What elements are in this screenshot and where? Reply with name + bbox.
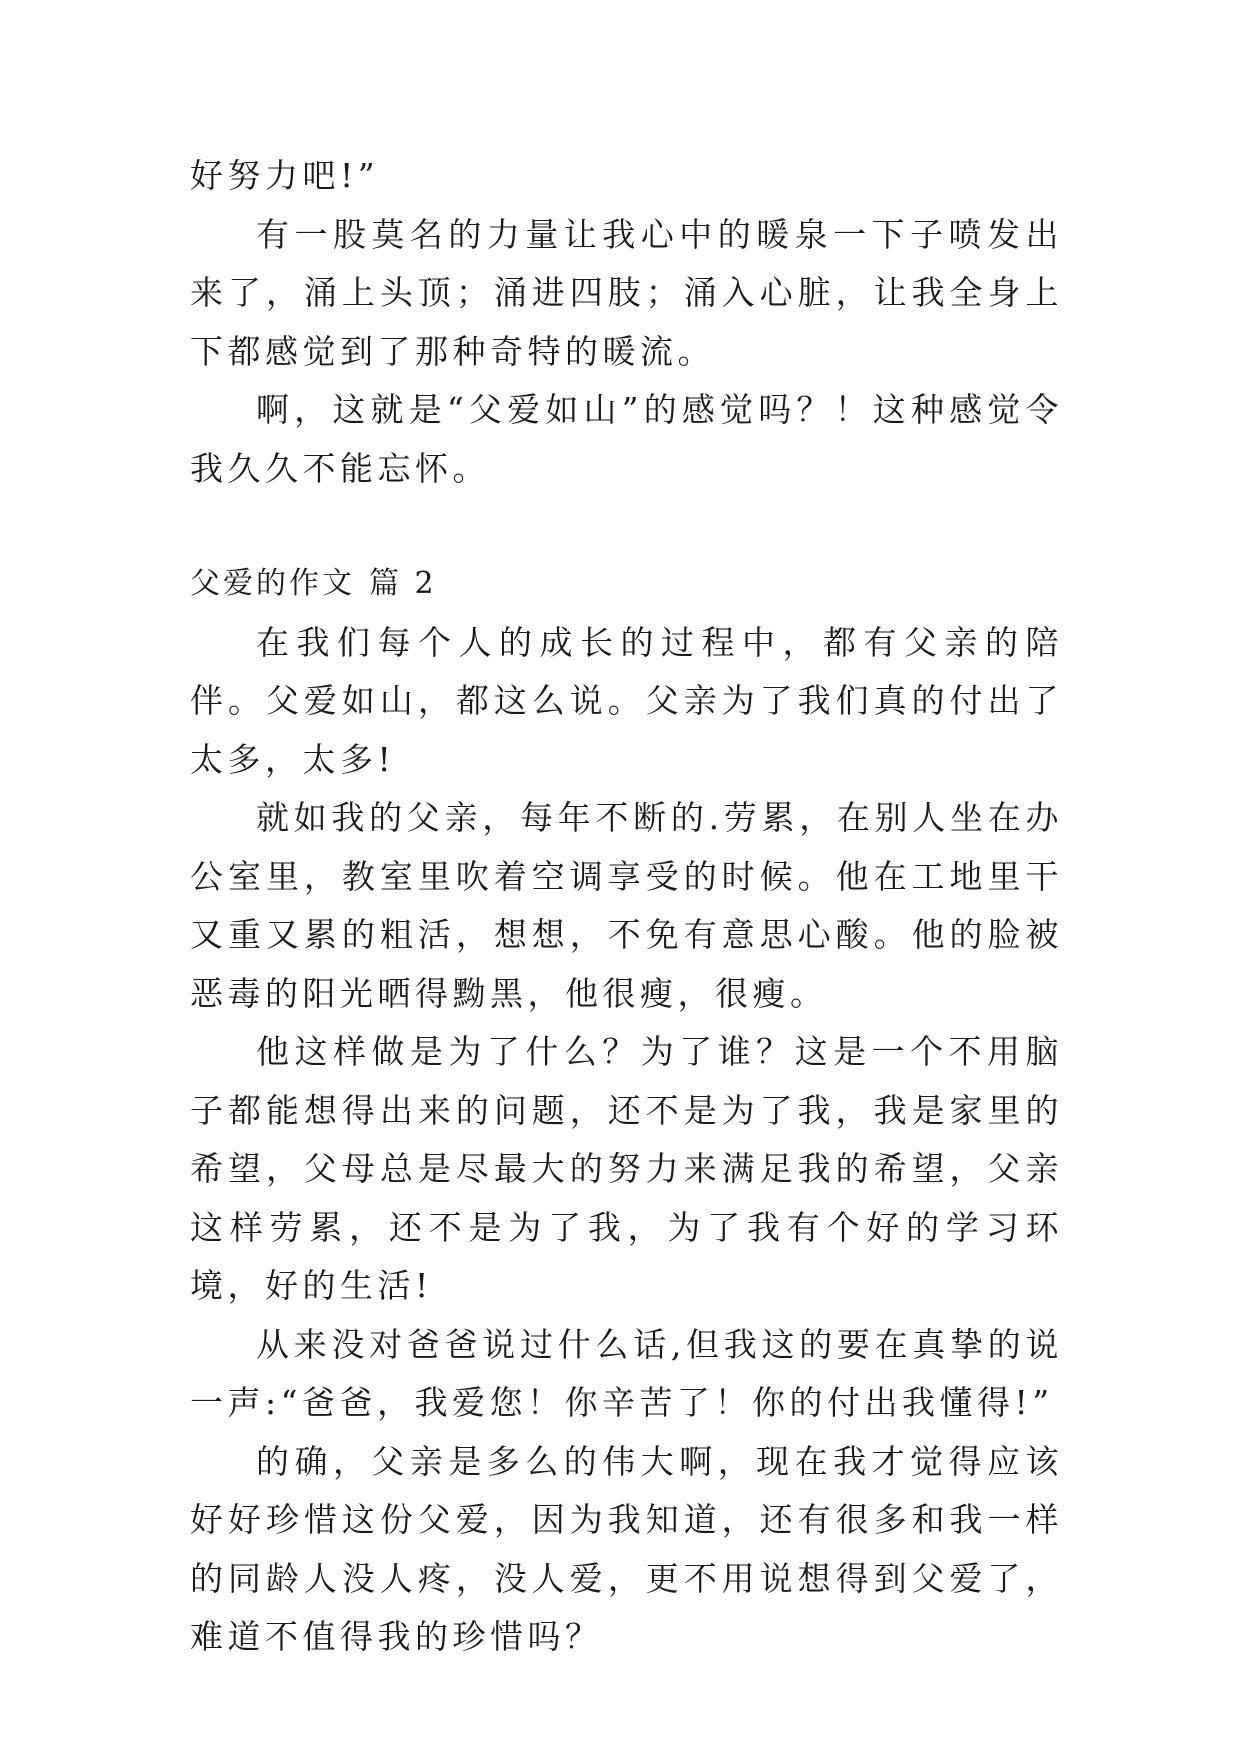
paragraph: 他这样做是为了什么？为了谁？这是一个不用脑子都能想得出来的问题，还不是为了我，我是家里的希望，父母总是尽最大的努力来满足我的希望，父亲这样劳累，还不是为了我，为了我有个好的学习环境，好的生活! — [190, 1032, 1063, 1305]
section-gap — [190, 498, 1063, 555]
paragraph: 啊，这就是“父爱如山”的感觉吗？！这种感觉令我久久不能忘怀。 — [190, 390, 1063, 488]
paragraph-continuation: 好努力吧!” — [190, 156, 380, 195]
paragraph: 有一股莫名的力量让我心中的暖泉一下子喷发出来了，涌上头顶；涌进四肢；涌入心脏，让我全身上下都感觉到了那种奇特的暖流。 — [190, 214, 1063, 371]
paragraph: 在我们每个人的成长的过程中，都有父亲的陪伴。父爱如山，都这么说。父亲为了我们真的付出了太多，太多! — [190, 622, 1063, 779]
section-heading — [190, 555, 1063, 614]
paragraph: 就如我的父亲，每年不断的.劳累，在别人坐在办公室里，教室里吹着空调享受的时候。他在工地里干又重又累的粗活，想想，不免有意思心酸。他的脸被恶毒的阳光晒得黝黑，他很瘦，很瘦。 — [190, 798, 1063, 1013]
paragraph: 的确，父亲是多么的伟大啊，现在我才觉得应该好好珍惜这份父爱，因为我知道，还有很多和我一样的同龄人没人疼，没人爱，更不用说想得到父爱了，难道不值得我的珍惜吗？ — [190, 1441, 1063, 1656]
section-number: 篇 2 — [369, 566, 437, 601]
section-title: 父爱的作文 — [190, 566, 355, 601]
document-page — [190, 147, 1063, 1667]
paragraph: 从来没对爸爸说过什么话,但我这的要在真挚的说一声:“爸爸，我爱您！你辛苦了！你的付出我懂得!” — [190, 1324, 1063, 1422]
